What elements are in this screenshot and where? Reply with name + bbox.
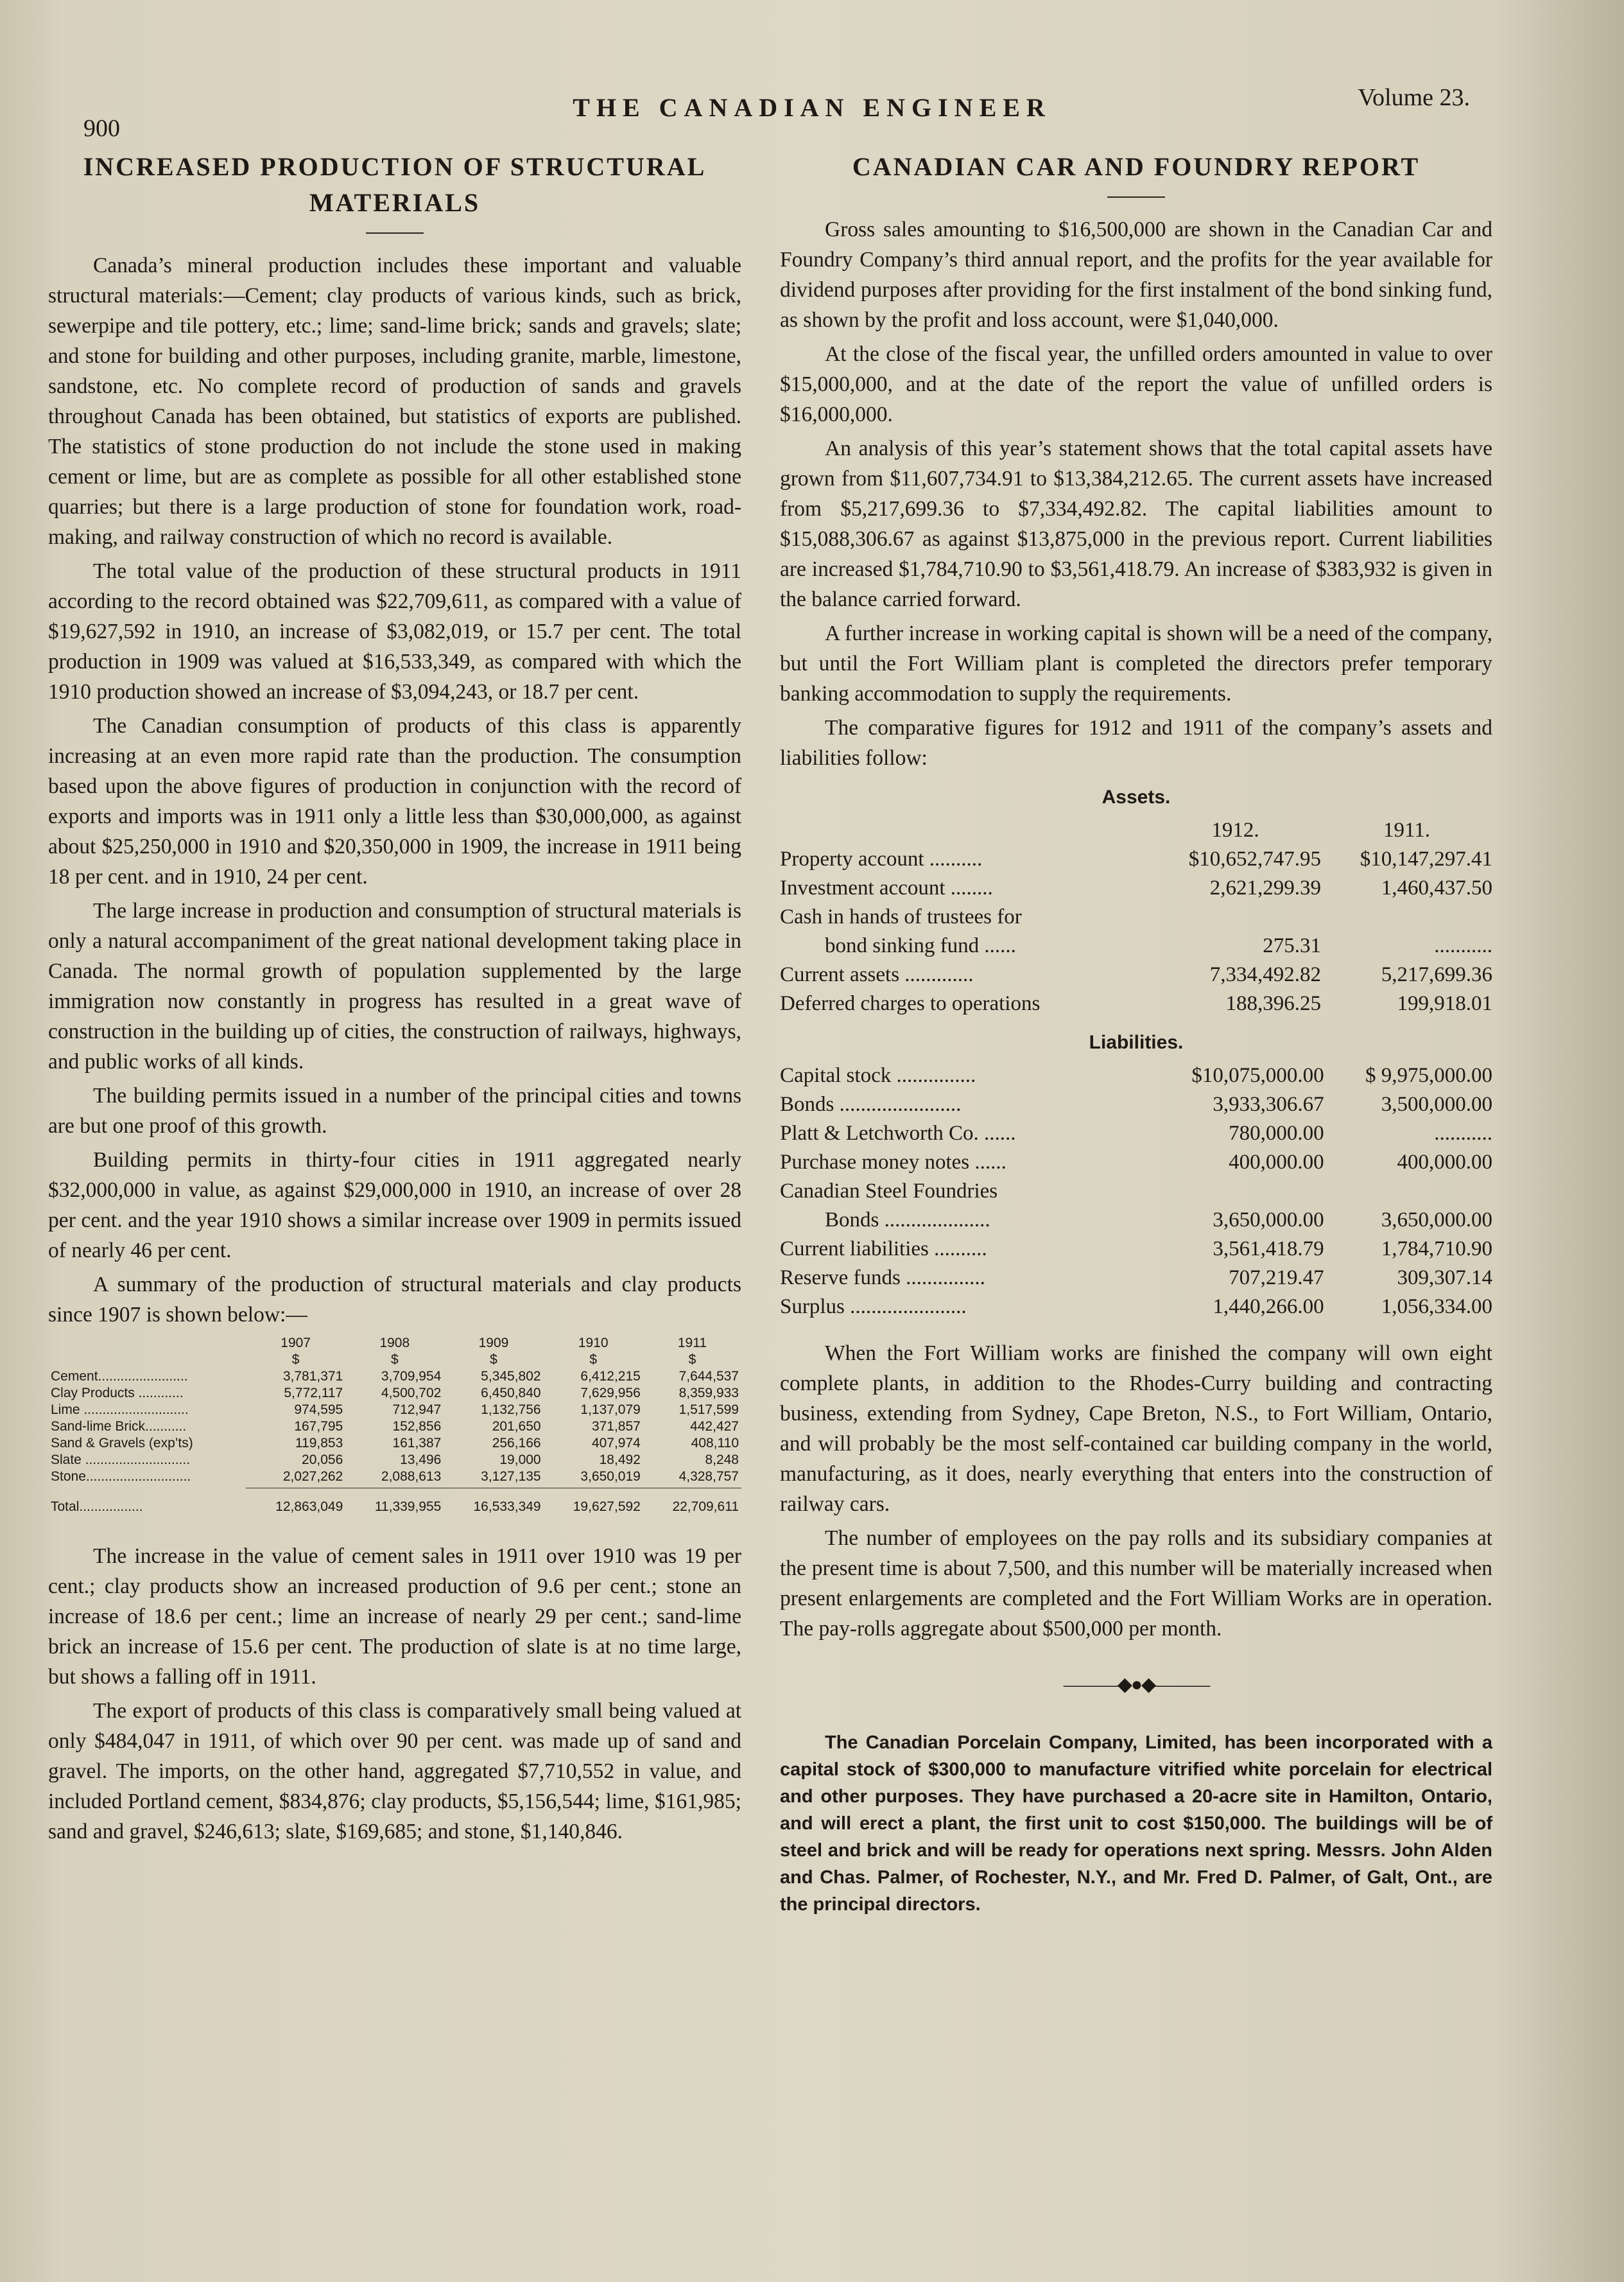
value-1911: 309,307.14: [1397, 1266, 1492, 1289]
table-cell: 6,450,840: [481, 1386, 541, 1400]
table-cell: 3,781,371: [282, 1369, 343, 1384]
table-row: [48, 1402, 741, 1418]
table-row: [48, 1468, 741, 1485]
row-label: Lime ............................: [51, 1402, 189, 1417]
right-column: [780, 149, 1492, 1918]
volume-label: Volume 23.: [1358, 84, 1470, 111]
value-1912: 3,561,418.79: [1213, 1237, 1324, 1260]
row-label: Platt & Letchworth Co. ......: [780, 1122, 1016, 1145]
value-1912: 2,621,299.39: [1209, 876, 1321, 900]
value-1912: [1153, 1177, 1324, 1206]
value-1912: [1150, 903, 1321, 932]
row-label: Cement........................: [51, 1369, 188, 1384]
year-header: 1908: [379, 1336, 410, 1350]
value-1911: 1,784,710.90: [1381, 1237, 1492, 1260]
production-table: [48, 1335, 741, 1515]
value-1911: 5,217,699.36: [1381, 963, 1492, 986]
unit-label: $: [390, 1352, 399, 1367]
paragraph: The comparative figures for 1912 and 1911 of the company’s assets and liabilities follow:: [780, 716, 1492, 770]
table-cell: 19,000: [499, 1452, 541, 1467]
row-label: Bonds ....................: [825, 1208, 990, 1232]
row-label: Sand & Gravels (exp’ts): [51, 1436, 193, 1450]
row-label: Capital stock ...............: [780, 1064, 976, 1087]
table-cell: 974,595: [294, 1402, 343, 1417]
table-row: [780, 1148, 1492, 1177]
table-cell: 4,500,702: [381, 1386, 442, 1400]
table-cell: 256,166: [492, 1436, 541, 1450]
paragraph: The export of products of this class is comparatively small being valued at only $484,047 in 1911, of which over 90 per cent. was made up of sand and gravel. The imports, on the other hand, aggregated $7,710,552 in value, and included Portland cement, $834,876; clay products, $5,156,544; lime, $161,985; sand and gravel, $246,613; slate, $169,685; and stone, $1,140,846.: [48, 1699, 741, 1843]
row-label: Clay Products ............: [51, 1386, 184, 1400]
value-1912: 7,334,492.82: [1209, 963, 1321, 986]
paragraph: A summary of the production of structural materials and clay products since 1907 is shown below:—: [48, 1273, 741, 1327]
value-1911: 3,650,000.00: [1381, 1208, 1492, 1232]
news-note-text: The Canadian Porcelain Company, Limited, has been incorporated with a capital stock of $300,000 to manufacture vitrified white porcelain for electrical and other purposes. They have purchased a 20-acre site in Hamilton, Ontario, and will erect a plant, the first unit to cost $150,000. The buildings will be of steel and brick and will be ready for operations next spring. Messrs. John Alden and Chas. Palmer, of Rochester, N.Y., and Mr. Fred D. Palmer, of Galt, Ont., are the principal directors.: [780, 1732, 1492, 1915]
table-row: [48, 1368, 741, 1385]
table-row: [780, 1061, 1492, 1090]
row-label: Stone............................: [51, 1469, 191, 1484]
table-row: [48, 1435, 741, 1452]
table-cell: 1,132,756: [481, 1402, 541, 1417]
paragraph: Canada’s mineral production includes these important and valuable structural materials:—Cement; clay products of various kinds, such as brick, sewerpipe and tile pottery, etc.; lime; sand-lime brick; sands and gravels; slate; and stone for building and other purposes, including granite, marble, limestone, sandstone, etc. No complete record of production of sands and gravels throughout Canada has been obtained, but statistics of exports are published. The statistics of stone production do not include the stone used in making cement or lime, but are as complete as possible for all other established stone quarries; but there is a large production of stone for foundation work, road-making, and railway construction of which no record is available.: [48, 254, 741, 549]
table-cell: 7,629,956: [580, 1386, 641, 1400]
total-cell: 22,709,611: [672, 1499, 739, 1514]
value-1912: 3,650,000.00: [1213, 1208, 1324, 1232]
value-1911: $ 9,975,000.00: [1365, 1064, 1492, 1087]
value-1911: [1321, 903, 1492, 932]
article-title: [48, 149, 741, 221]
table-cell: 5,772,117: [284, 1386, 343, 1400]
paragraph: An analysis of this year’s statement shows that the total capital assets have grown from $11,607,734.91 to $13,384,212.65. The current assets have increased from $5,217,699.36 to $7,334,492.82. The capital liabilities amount to $15,088,306.67 as against $13,875,000 in the previous report. Current liabilities are increased $1,784,710.90 to $3,561,418.79. An increase of $383,932 is given in the balance carried forward.: [780, 437, 1492, 611]
table-row: [780, 1235, 1492, 1264]
row-label: Current liabilities ..........: [780, 1237, 987, 1260]
year-header: 1907: [281, 1336, 311, 1350]
total-cell: 19,627,592: [573, 1499, 641, 1514]
value-1911: 3,500,000.00: [1381, 1093, 1492, 1116]
year-header: 1910: [578, 1336, 609, 1350]
unit-label: $: [291, 1352, 300, 1367]
year-header: 1912.: [1211, 819, 1259, 842]
table-cell: 8,359,933: [678, 1386, 739, 1400]
row-label: Current assets .............: [780, 963, 974, 986]
row-label: Investment account ........: [780, 876, 993, 900]
table-cell: 119,853: [295, 1436, 343, 1450]
paragraph: The number of employees on the pay rolls and its subsidiary companies at the present time is about 7,500, and this number will be materially increased when present enlargements are completed and the Fort William Works are in operation. The pay-rolls aggregate about $500,000 per month.: [780, 1526, 1492, 1641]
value-1912: 400,000.00: [1229, 1151, 1324, 1174]
row-label: Property account ..........: [780, 848, 983, 871]
title-rule: [1107, 196, 1165, 198]
table-row: [48, 1385, 741, 1402]
table-row: [780, 989, 1492, 1018]
value-1912: 707,219.47: [1229, 1266, 1324, 1289]
table-cell: 3,127,135: [481, 1469, 541, 1484]
value-1912: 275.31: [1263, 934, 1321, 957]
table-row: [780, 1206, 1492, 1235]
value-1912: 1,440,266.00: [1213, 1295, 1324, 1318]
year-header: 1911: [677, 1336, 707, 1350]
journal-title: THE CANADIAN ENGINEER: [573, 93, 1051, 122]
paragraph: Building permits in thirty-four cities in 1911 aggregated nearly $32,000,000 in value, as against $29,000,000 in 1910, an increase of over 28 per cent. and the year 1910 shows a similar increase over 1909 in permits issued of nearly 46 per cent.: [48, 1148, 741, 1262]
table-row: [780, 1293, 1492, 1321]
value-1911: 199,918.01: [1397, 992, 1492, 1015]
total-label: Total.................: [51, 1499, 143, 1514]
table-cell: 371,857: [591, 1419, 641, 1434]
row-label: bond sinking fund ......: [825, 934, 1016, 957]
total-row: [48, 1488, 741, 1516]
table-row: [780, 903, 1492, 932]
article-title-line: MATERIALS: [309, 188, 481, 217]
paragraph: The Canadian consumption of products of this class is apparently increasing at an even more rapid rate than the production. The consumption based upon the above figures of production in conjunction with the record of exports and imports was in 1911 only a little less than $30,000,000, as against about $25,250,000 in 1910 and $20,350,000 in 1909, the increase in 1911 being 18 per cent. and in 1910, 24 per cent.: [48, 714, 741, 889]
table-cell: 201,650: [492, 1419, 541, 1434]
table-row: [780, 845, 1492, 874]
table-cell: 20,056: [302, 1452, 343, 1467]
liabilities-heading: Liabilities.: [1089, 1032, 1184, 1053]
table-cell: 18,492: [599, 1452, 641, 1467]
page-number: 900: [83, 115, 120, 142]
table-cell: 152,856: [392, 1419, 442, 1434]
table-header-row: [48, 1335, 741, 1352]
table-cell: 13,496: [400, 1452, 442, 1467]
unit-row: [48, 1352, 741, 1368]
page-header: [77, 77, 1547, 148]
table-cell: 2,088,613: [381, 1469, 442, 1484]
assets-heading: Assets.: [1101, 787, 1171, 808]
table-cell: 1,137,079: [580, 1402, 641, 1417]
table-cell: 442,427: [690, 1419, 739, 1434]
table-cell: 407,974: [591, 1436, 641, 1450]
unit-label: $: [688, 1352, 696, 1367]
article-title-line: INCREASED PRODUCTION OF STRUCTURAL: [83, 152, 707, 181]
table-cell: 161,387: [392, 1436, 442, 1450]
paragraph: A further increase in working capital is shown will be a need of the company, but until the Fort William plant is completed the directors prefer temporary banking accommodation to supply the requirements.: [780, 622, 1492, 706]
table-cell: 5,345,802: [481, 1369, 541, 1384]
table-row: [780, 932, 1492, 961]
table-row: [780, 1177, 1492, 1206]
value-1911: ...........: [1434, 1122, 1492, 1145]
table-cell: 4,328,757: [678, 1469, 739, 1484]
paragraph: The building permits issued in a number of the principal cities and towns are but one proof of this growth.: [48, 1084, 741, 1138]
value-1912: 3,933,306.67: [1213, 1093, 1324, 1116]
unit-label: $: [589, 1352, 598, 1367]
value-1911: 400,000.00: [1397, 1151, 1492, 1174]
paragraph: The increase in the value of cement sales in 1911 over 1910 was 19 per cent.; clay products show an increased production of 9.6 per cent.; stone an increase of 18.6 per cent.; lime an increase of nearly 29 per cent.; sand-lime brick an increase of 15.6 per cent. The production of slate is at no time large, but shows a falling off in 1911.: [48, 1544, 741, 1689]
table-cell: 3,709,954: [381, 1369, 442, 1384]
paragraph: Gross sales amounting to $16,500,000 are shown in the Canadian Car and Foundry Company’s third annual report, and the profits for the year available for dividend purposes after providing for the first instalment of the bond sinking fund, as shown by the profit and loss account, were $1,040,000.: [780, 218, 1492, 332]
section-ornament: ———◆●◆———: [1063, 1674, 1209, 1695]
assets-table: [780, 816, 1492, 1018]
row-label: Bonds .......................: [780, 1093, 962, 1116]
table-row: [780, 874, 1492, 903]
table-row: [780, 961, 1492, 989]
table-cell: 7,644,537: [678, 1369, 739, 1384]
title-rule: [366, 232, 424, 234]
value-1912: 780,000.00: [1229, 1122, 1324, 1145]
row-label: Surplus ......................: [780, 1295, 967, 1318]
table-cell: 6,412,215: [580, 1369, 641, 1384]
value-1911: [1324, 1177, 1492, 1206]
table-row: [48, 1418, 741, 1435]
left-column: [48, 149, 741, 1851]
table-cell: 167,795: [294, 1419, 343, 1434]
value-1911: 1,460,437.50: [1381, 876, 1492, 900]
table-row: [48, 1452, 741, 1468]
total-cell: 16,533,349: [473, 1499, 541, 1514]
table-cell: 712,947: [392, 1402, 442, 1417]
paragraph: The total value of the production of these structural products in 1911 according to the record obtained was $22,709,611, as compared with a value of $19,627,592 in 1910, an increase of $3,082,019, or 15.7 per cent. The total production in 1909 was valued at $16,533,349, as compared with which the 1910 production showed an increase of $3,094,243, or 18.7 per cent.: [48, 559, 741, 704]
liabilities-table: [780, 1061, 1492, 1321]
paragraph: When the Fort William works are finished the company will own eight complete plants, in addition to the Rhodes-Curry building and contracting business, extending from Sydney, Cape Breton, N.S., to Fort William, Ontario, and will probably be the most self-contained car building company in the world, manufacturing, as it does, nearly everything that enters into the construction of railway cars.: [780, 1341, 1492, 1516]
row-label: Slate ............................: [51, 1452, 191, 1467]
year-header: 1911.: [1383, 819, 1431, 842]
paragraph: At the close of the fiscal year, the unfilled orders amounted in value to over $15,000,000, and at the date of the report the value of unfilled orders is $16,000,000.: [780, 342, 1492, 426]
row-label: Purchase money notes ......: [780, 1151, 1006, 1174]
years-row: [780, 816, 1492, 845]
table-cell: 8,248: [705, 1452, 739, 1467]
row-label: Deferred charges to operations: [780, 992, 1041, 1015]
table-cell: 2,027,262: [282, 1469, 343, 1484]
value-1912: 188,396.25: [1225, 992, 1321, 1015]
article-title: CANADIAN CAR AND FOUNDRY REPORT: [852, 152, 1421, 181]
unit-label: $: [490, 1352, 497, 1367]
table-cell: 3,650,019: [580, 1469, 641, 1484]
row-label: Sand-lime Brick...........: [51, 1419, 187, 1434]
news-note: [780, 1729, 1492, 1918]
table-row: [780, 1264, 1492, 1293]
value-1912: $10,075,000.00: [1191, 1064, 1324, 1087]
table-cell: 408,110: [691, 1436, 739, 1450]
row-label: Cash in hands of trustees for: [780, 905, 1022, 928]
total-cell: 12,863,049: [275, 1499, 343, 1514]
value-1911: ...........: [1434, 934, 1492, 957]
year-header: 1909: [478, 1336, 509, 1350]
total-cell: 11,339,955: [374, 1499, 442, 1514]
value-1911: 1,056,334.00: [1381, 1295, 1492, 1318]
table-cell: 1,517,599: [678, 1402, 739, 1417]
row-label: Reserve funds ...............: [780, 1266, 985, 1289]
row-label: Canadian Steel Foundries: [780, 1180, 998, 1203]
table-row: [780, 1090, 1492, 1119]
value-1912: $10,652,747.95: [1188, 848, 1321, 871]
paragraph: The large increase in production and consumption of structural materials is only a natural accompaniment of the great national development taking place in Canada. The normal growth of population supplemented by the large immigration now constantly in progress has resulted in a great wave of construction in the building up of cities, the construction of railways, highways, and public works of all kinds.: [48, 899, 741, 1074]
table-row: [780, 1119, 1492, 1148]
value-1911: $10,147,297.41: [1360, 848, 1492, 871]
